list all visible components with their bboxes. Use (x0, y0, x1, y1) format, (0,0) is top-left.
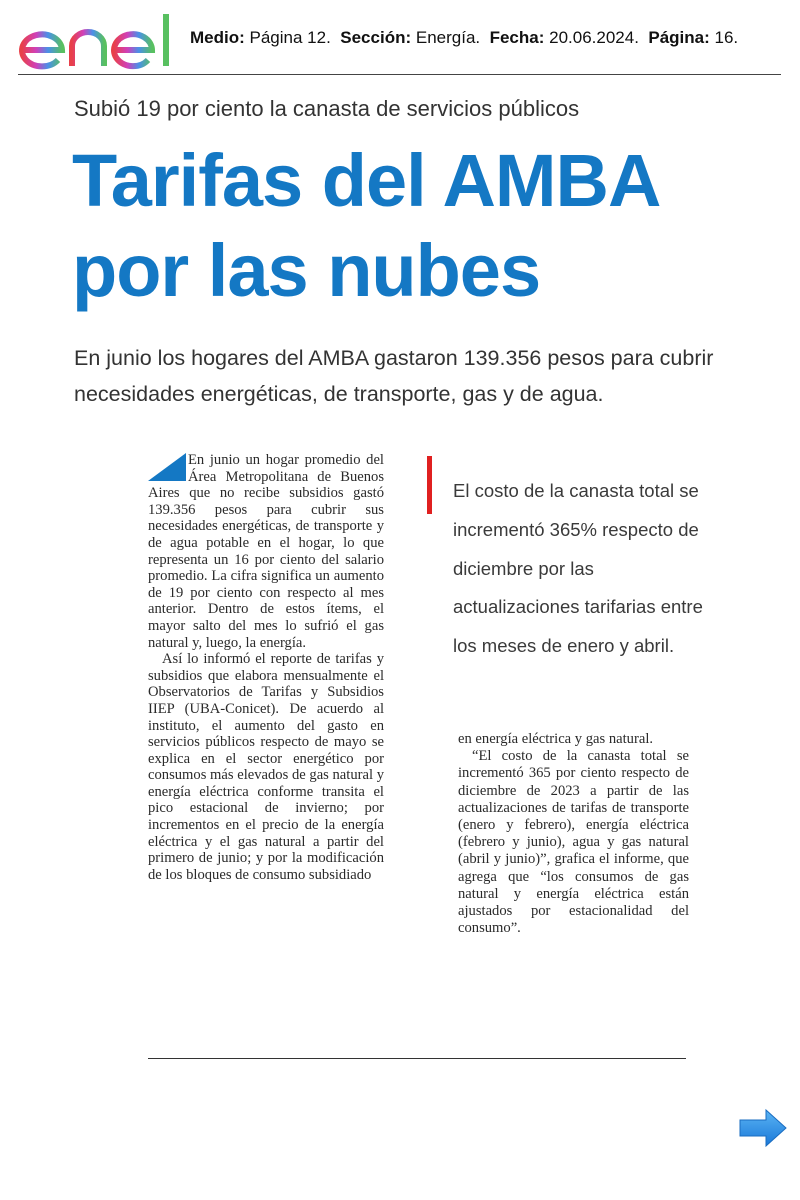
article-column-right (458, 731, 689, 937)
medio-value: Página 12. (249, 28, 331, 47)
enel-logo (14, 10, 182, 72)
headline-line-2: por las nubes (72, 229, 541, 312)
pull-quote: El costo de la canasta total se incrementó 365% respecto de diciembre por las actualizaciones tarifarias entre los meses de enero y abril. (453, 480, 703, 657)
footer-divider (148, 1058, 686, 1059)
article-column-left (148, 452, 384, 883)
paragraph-2: Así lo informó el reporte de tarifas y subsidios que elabora mensualmente el Observatorios de Tarifas y Subsidios IIEP (UBA-Conicet). De acuerdo al instituto, el aumento del gasto en servicios públicos respecto de mayo se explica en el sector energético por consumos más elevados de gas natural y energía eléctrica conforme transita el pico estacional de invierno; por incrementos en el precio de la energía eléctrica y el gas natural a partir del primero de junio; y por la modificación de los bloques de consumo subsidiado (148, 651, 384, 883)
seccion-value: Energía. (415, 28, 481, 47)
seccion-label: Sección: (340, 28, 412, 47)
fecha-label: Fecha: (489, 28, 545, 47)
arrow-right-icon[interactable] (738, 1108, 788, 1148)
paragraph-3: en energía eléctrica y gas natural. (458, 731, 654, 747)
paragraph-1: En junio un hogar promedio del Área Metropolitana de Buenos Aires que no recibe subsidios gastó 139.356 pesos para cubrir sus necesidades energéticas, de transporte y de agua potable en el hogar, lo que representa un 16 por ciento del salario promedio. La cifra significa un aumento de 19 por ciento con respecto al mes anterior. Dentro de estos ítems, el mayor salto del mes lo sufrió el gas natural y, luego, la energía. (148, 452, 384, 651)
header-divider (18, 74, 781, 75)
pagina-label: Página: (648, 28, 710, 47)
paragraph-4: “El costo de la canasta total se incrementó 365 por ciento respecto de diciembre de 2023 a partir de las actualizaciones de tarifas de transporte (enero y febrero), energía eléctrica (febrero y junio), agua y gas natural (abril y junio)”, grafica el informe, que agrega que “los consumos de gas natural y energía eléctrica están ajustados por estacionalidad del consumo”. (458, 748, 689, 937)
pagina-value: 16. (714, 28, 739, 47)
medio-label: Medio: (190, 28, 245, 47)
pull-quote-accent-bar (427, 456, 432, 514)
article-headline (72, 136, 772, 316)
article-subhead: En junio los hogares del AMBA gastaron 139.356 pesos para cubrir necesidades energéticas, de transporte, gas y de agua. (74, 346, 714, 406)
fecha-value: 20.06.2024. (549, 28, 639, 47)
drop-triangle-icon (148, 453, 186, 481)
headline-line-1: Tarifas del AMBA (72, 139, 661, 222)
article-kicker: Subió 19 por ciento la canasta de servicios públicos (74, 96, 580, 121)
source-meta (190, 28, 738, 48)
